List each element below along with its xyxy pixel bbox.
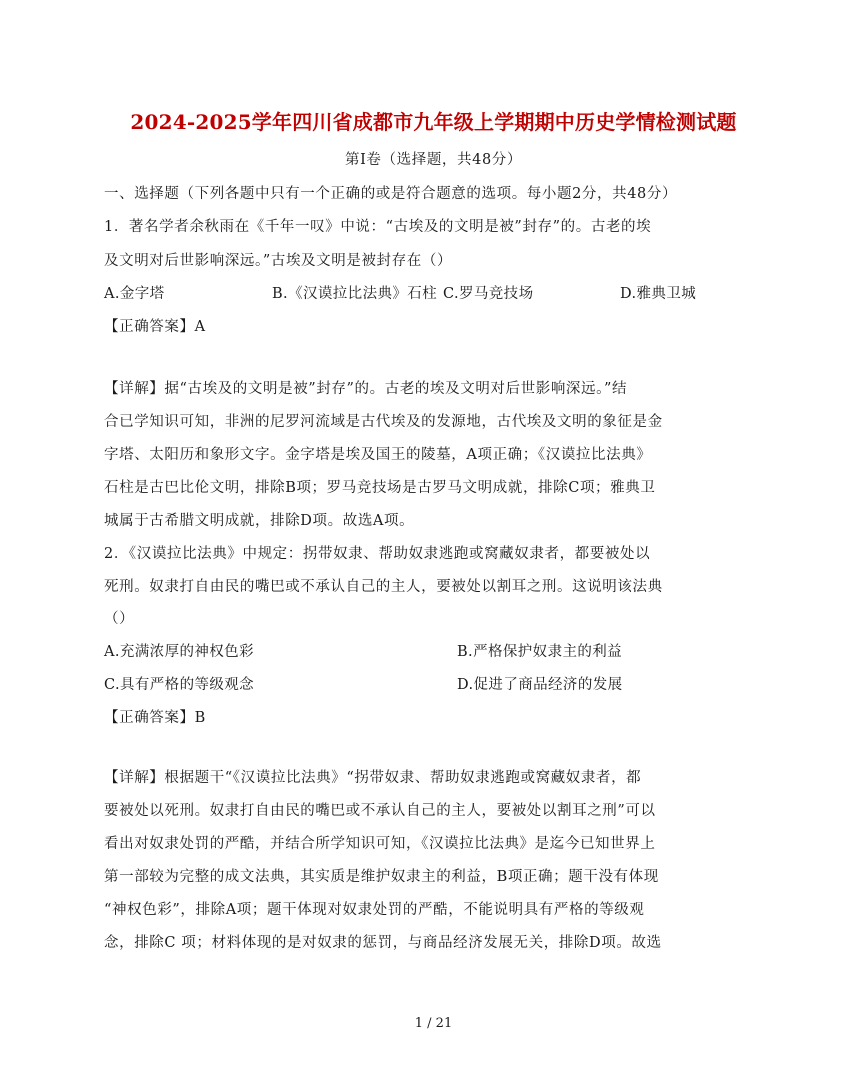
q2-answer: 【正确答案】B (104, 710, 206, 726)
q2-stem-line2: 死刑。奴隶打自由民的嘴巴或不承认自己的主人，要被处以割耳之刑。这说明该法典 (104, 579, 663, 595)
q2-explain-line: “神权色彩”，排除A项；题干体现对奴隶处罚的严酷，不能说明具有严格的等级观 (104, 902, 645, 918)
q1-explain-line: 合已学知识可知，非洲的尼罗河流域是古代埃及的发源地，古代埃及文明的象征是金 (104, 414, 663, 430)
q1-stem-line1: 1．著名学者余秋雨在《千年一叹》中说：“古埃及的文明是被”封存”的。古老的埃 (104, 219, 652, 235)
q1-explain-line: 字塔、太阳历和象形文字。金字塔是埃及国王的陵墓，A项正确；《汉谟拉比法典》 (104, 447, 652, 463)
q2-explain-line: 【详解】根据题干“《汉谟拉比法典》“拐带奴隶、帮助奴隶逃跑或窝藏奴隶者，都 (104, 770, 642, 786)
q1-answer: 【正确答案】A (104, 319, 206, 335)
q1-option-c: C.罗马竞技场 (443, 286, 534, 302)
q2-option-b: B.严格保护奴隶主的利益 (457, 644, 623, 660)
section-header: 第Ⅰ卷（选择题，共48分） (345, 152, 522, 168)
page-number: 1 / 21 (414, 1016, 453, 1031)
instructions: 一、选择题（下列各题中只有一个正确的或是符合题意的选项。每小题2分，共48分） (104, 186, 678, 202)
q1-option-a: A.金字塔 (104, 286, 165, 302)
q1-option-d: D.雅典卫城 (620, 286, 697, 302)
document-title: 2024-2025学年四川省成都市九年级上学期期中历史学情检测试题 (130, 110, 737, 134)
q1-explain-line: 【详解】据“古埃及的文明是被”封存”的。古老的埃及文明对后世影响深远。”结 (104, 381, 628, 397)
q2-explain-line: 看出对奴隶处罚的严酷，并结合所学知识可知，《汉谟拉比法典》是迄今已知世界上 (104, 836, 656, 852)
q2-stem-line3: （） (104, 611, 135, 627)
q2-option-c: C.具有严格的等级观念 (104, 677, 255, 693)
q2-explain-line: 念，排除C 项；材料体现的是对奴隶的惩罚，与商品经济发展无关，排除D项。故选 (104, 935, 662, 951)
q2-explain-line: 要被处以死刑。奴隶打自由民的嘴巴或不承认自己的主人，要被处以割耳之刑”可以 (104, 803, 656, 819)
q2-option-d: D.促进了商品经济的发展 (457, 677, 623, 693)
q2-explain-line: 第一部较为完整的成文法典，其实质是维护奴隶主的利益，B项正确；题干没有体现 (104, 869, 659, 885)
q1-explain-line: 石柱是古巴比伦文明，排除B项；罗马竞技场是古罗马文明成就，排除C项；雅典卫 (104, 480, 656, 496)
q1-option-b: B.《汉谟拉比法典》石柱 (272, 286, 438, 302)
q2-stem-line1: 2．《汉谟拉比法典》中规定：拐带奴隶、帮助奴隶逃跑或窝藏奴隶者，都要被处以 (104, 546, 651, 562)
q2-option-a: A.充满浓厚的神权色彩 (104, 644, 254, 660)
q1-stem-line2: 及文明对后世影响深远。”古埃及文明是被封存在（） (104, 253, 453, 269)
q1-explain-line: 城属于古希腊文明成就，排除D项。故选A项。 (104, 513, 415, 529)
